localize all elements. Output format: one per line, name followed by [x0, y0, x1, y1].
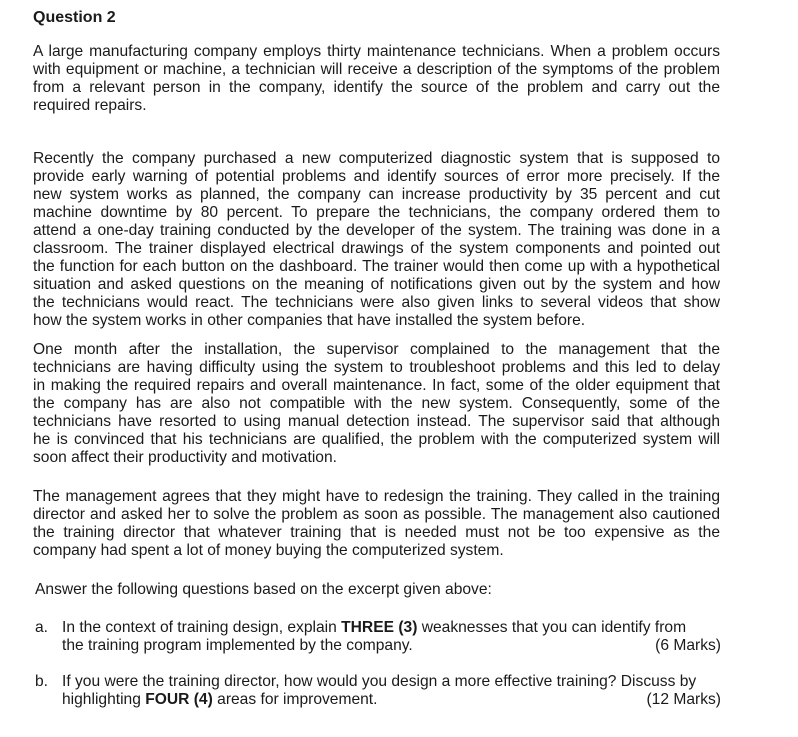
paragraph-line: The management agrees that they might have to redesign the training. They called in the training [33, 488, 720, 505]
question-letter: b. [35, 673, 49, 690]
paragraph-line: in making the required repairs and overall maintenance. In fact, some of the older equipment that [33, 377, 720, 394]
paragraph-line: director and asked her to solve the problem as soon as possible. The management also cautioned [33, 506, 720, 523]
question-a [35, 619, 721, 655]
paragraph-line: the company has are also not compatible with the new system. Consequently, some of the [33, 395, 720, 412]
paragraph-line: soon affect their productivity and motivation. [33, 449, 337, 466]
question-emphasis: FOUR (4) [145, 691, 213, 708]
paragraph-line: attend a one-day training conducted by the developer of the system. The training was done in a [33, 222, 720, 239]
question-text: In the context of training design, explain [62, 619, 342, 636]
paragraph-line: Recently the company purchased a new computerized diagnostic system that is supposed to [33, 150, 720, 167]
paragraph-line: technicians are having difficulty using the system to troubleshoot problems and this led to delay [33, 359, 720, 376]
paragraph-line: provide early warning of potential problems and identify sources of error more precisely. If the [33, 168, 720, 185]
paragraph-line: the training director that whatever training that is needed must not be too expensive as the [33, 524, 720, 541]
question-b [35, 673, 721, 709]
paragraph-line: situation and asked questions on the meaning of notifications given out by the system and how [33, 276, 720, 293]
question-title: Question 2 [33, 9, 116, 26]
paragraph-line: classroom. The trainer displayed electrical drawings of the system components and pointed out [33, 240, 720, 257]
question-letter: a. [35, 619, 49, 636]
question-text: If you were the training director, how would you design a more effective training? Discuss by [62, 673, 697, 690]
paragraph [33, 150, 720, 330]
paragraph-line: company had spent a lot of money buying the computerized system. [33, 542, 504, 559]
paragraph-line: the technicians would react. The technicians were also given links to several videos that show [33, 294, 720, 311]
paragraph-line: machine downtime by 80 percent. To prepare the technicians, the company ordered them to [33, 204, 720, 221]
question-text: the training program implemented by the company. [62, 637, 413, 654]
paragraph-line: technicians have resorted to using manual detection instead. The supervisor said that although [33, 413, 720, 430]
question-text: areas for improvement. [212, 691, 378, 708]
paragraph-line: One month after the installation, the supervisor complained to the management that the [33, 341, 720, 358]
question-emphasis: THREE (3) [341, 619, 418, 636]
paragraph-line: with equipment or machine, a technician will receive a description of the symptoms of the problem [33, 61, 720, 78]
paragraph-line: he is convinced that his technicians are qualified, the problem with the computerized system will [33, 431, 720, 448]
paragraph-line: required repairs. [33, 97, 147, 114]
paragraph [33, 341, 720, 467]
paragraph-line: new system works as planned, the company can increase productivity by 35 percent and cut [33, 186, 720, 203]
question-text: highlighting [62, 691, 146, 708]
paragraph-line: the function for each button on the dashboard. The trainer would then come up with a hypothetical [33, 258, 720, 275]
paragraph-line: A large manufacturing company employs thirty maintenance technicians. When a problem occurs [33, 43, 720, 60]
marks-label: (6 Marks) [655, 637, 721, 654]
instruction-text: Answer the following questions based on the excerpt given above: [35, 581, 492, 598]
paragraph-line: from a relevant person in the company, identify the source of the problem and carry out the [33, 79, 720, 96]
paragraph [33, 488, 720, 560]
paragraph [33, 43, 720, 115]
marks-label: (12 Marks) [646, 691, 721, 708]
question-text: weaknesses that you can identify from [417, 619, 687, 636]
paragraph-line: how the system works in other companies that have installed the system before. [33, 312, 586, 329]
